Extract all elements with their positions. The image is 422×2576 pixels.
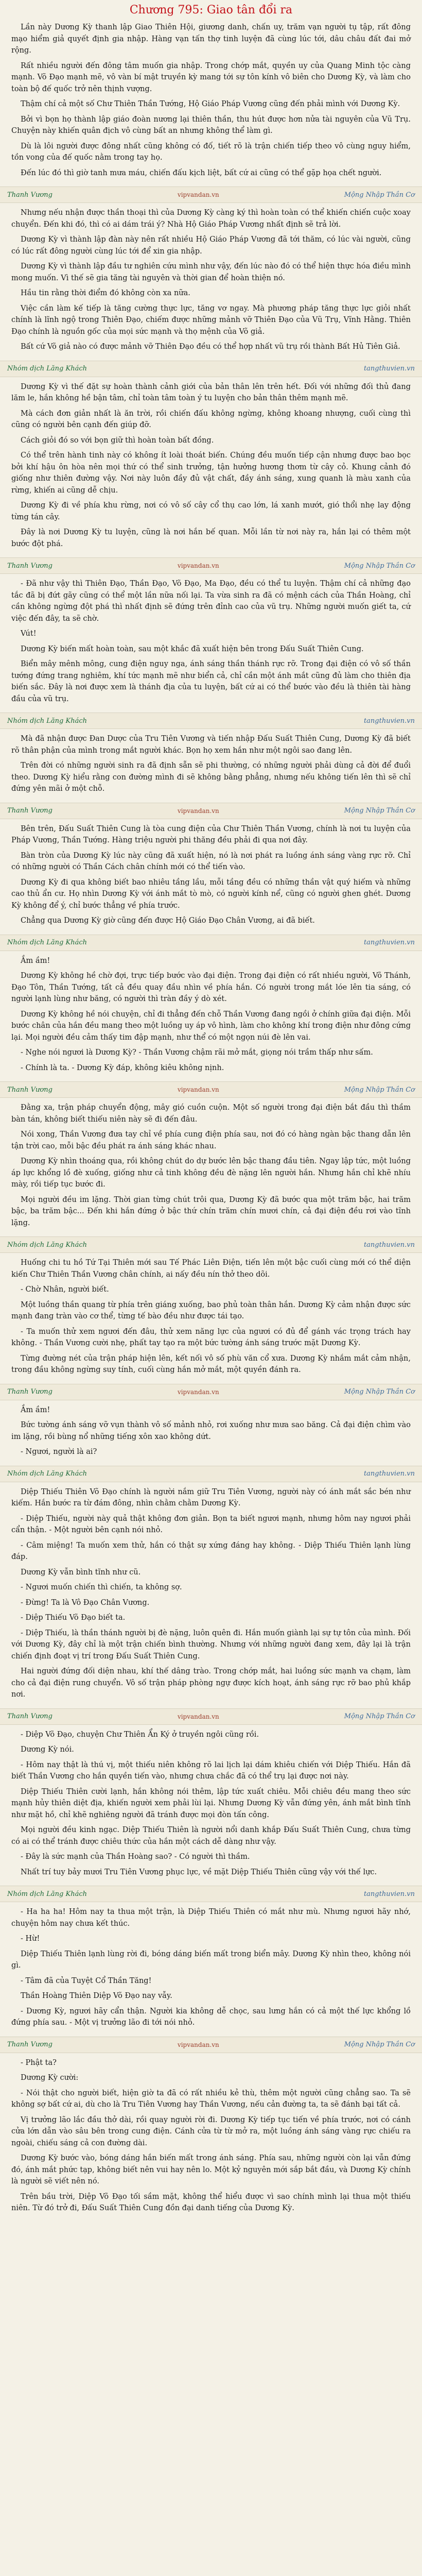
watermark-center: vipvandan.vn xyxy=(177,1713,219,1720)
text-section xyxy=(0,377,422,558)
watermark-left: Nhóm dịch Lăng Khách xyxy=(7,365,87,372)
watermark-right: tangthuvien.vn xyxy=(363,365,415,372)
watermark-left: Thanh Vương xyxy=(7,2041,52,2048)
watermark-right: tangthuvien.vn xyxy=(363,939,415,946)
paragraph: Ầm ầm! xyxy=(21,1405,50,1414)
paragraph: Bởi vì bọn họ thành lập giáo đoàn nương lại thiên thần, thu hút được hơn nửa tài nguyên của Vũ Trụ. Chuyện này khiến quân địch vô cùng bất an nhưng không thể làm gì. xyxy=(11,115,411,135)
paragraph: - Chính là ta. - Dương Kỳ đáp, không kiêu không nịnh. xyxy=(21,1063,224,1072)
watermark-center: vipvandan.vn xyxy=(177,807,219,815)
paragraph: Dương Kỳ không hề chờ đợi, trực tiếp bước vào đại điện. Trong đại điện có rất nhiều người, Võ Thánh, Đạo Tôn, Thần Tướng, tất cả đều quay đầu nhìn về phía hắn. Có người trong mắt lóe lên tia sáng, có người lạnh lùng như băng, có người thì tràn đầy ý dò xét. xyxy=(11,972,411,1003)
paragraph: Ầm ầm! xyxy=(21,956,50,965)
paragraph: Huống chi tu hồ Tứ Tại Thiên mới sau Tế Phác Liên Điện, tiến lên một bậc cuối cùng mới có thể diện kiến Chư Thiên Thần Vương chân chính, ai nấy đều nín thở theo dõi. xyxy=(11,1259,411,1279)
paragraph: Dương Kỳ không hề nói chuyện, chỉ đi thẳng đến chỗ Thần Vương đang ngồi ở chính giữa đại điện. Mỗi bước chân của hắn đều mang theo một luồng uy áp vô hình, làm cho không khí trong điện như đông cứng lại. Mọi người đều cảm thấy tim đập mạnh, như thể có một ngọn núi đè lên vai. xyxy=(11,1010,411,1042)
text-section xyxy=(0,819,422,935)
paragraph: Biển mây mênh mông, cung điện nguy nga, ánh sáng thần thánh rực rỡ. Trong đại điện có vô số thần tướng đứng trang nghiêm, khí tức mạnh mẽ như biển cả, chỉ cần một ánh mắt cũng đủ làm cho thiên địa biến sắc. Đây là nơi được xem là thánh địa của tu luyện, bất cứ ai có thể bước vào đều là thiên tài hàng đầu của vũ trụ. xyxy=(11,660,411,703)
watermark-right: tangthuvien.vn xyxy=(363,717,415,725)
paragraph: Mọi người đều im lặng. Thời gian từng chút trôi qua, Dương Kỳ đã bước qua một trăm bậc, hai trăm bậc, ba trăm bậc... Đến khi hắn đứng ở bậc thứ chín trăm chín mươi chín, cả đại điện đều rơi vào tĩnh lặng. xyxy=(11,1195,411,1227)
paragraph: Hai người đứng đối diện nhau, khí thế dâng trào. Trong chớp mắt, hai luồng sức mạnh va chạm, làm cho cả đại điện rung chuyển. Vô số trận pháp phòng ngự được kích hoạt, ánh sáng rực rỡ bao phủ khắp nơi. xyxy=(11,1667,411,1699)
watermark-bar xyxy=(0,1081,422,1098)
watermark-bar xyxy=(0,557,422,574)
watermark-left: Nhóm dịch Lăng Khách xyxy=(7,1470,87,1478)
text-section xyxy=(0,1482,422,1708)
paragraph: - Dương Kỳ, ngươi hãy cẩn thận. Người kia không dễ chọc, sau lưng hắn có cả một thế lực khổng lồ đứng phía sau. - Một vị trưởng lão đi tới nói nhỏ. xyxy=(11,2007,411,2027)
watermark-bar xyxy=(0,1466,422,1482)
watermark-bar xyxy=(0,1384,422,1400)
watermark-center: vipvandan.vn xyxy=(177,1086,219,1093)
watermark-left: Thanh Vương xyxy=(7,562,52,570)
chapter-content xyxy=(0,18,422,2222)
paragraph: - Ngươi muốn chiến thì chiến, ta không sợ. xyxy=(21,1583,182,1591)
paragraph: Nhất trí tuy bảy mươi Tru Tiên Vương phục lực, về mặt Diệp Thiếu Thiên cũng vậy với thế lực. xyxy=(21,1868,377,1876)
paragraph: Nói xong, Thần Vương đưa tay chỉ về phía cung điện phía sau, nơi đó có hàng ngàn bậc thang dẫn lên tận trời cao, mỗi bậc đều phát ra ánh sáng khác nhau. xyxy=(11,1130,411,1150)
watermark-right: Mộng Nhập Thần Cơ xyxy=(344,191,415,199)
paragraph: Bất cứ Võ giả nào có được mảnh vỡ Thiên Đạo đều có thể hợp nhất vũ trụ rồi thành Bất Hủ Tiên Giả. xyxy=(21,343,400,351)
watermark-right: tangthuvien.vn xyxy=(363,1470,415,1478)
paragraph: - Tâm đã của Tuyệt Cổ Thần Tăng! xyxy=(21,1976,152,1985)
watermark-bar xyxy=(0,1886,422,1902)
text-section xyxy=(0,1253,422,1384)
text-section xyxy=(0,1725,422,1886)
paragraph: Đến lúc đó thì giờ tanh mưa máu, chiến đấu kịch liệt, bất cứ ai cũng có thể gặp họa chết người. xyxy=(21,168,382,177)
watermark-bar xyxy=(0,187,422,203)
watermark-bar xyxy=(0,935,422,951)
paragraph: Dương Kỳ đi qua không biết bao nhiêu tầng lầu, mỗi tầng đều có những thần vật quý hiếm và những cao thủ ẩn cư. Họ nhìn Dương Kỳ với ánh mắt tò mò, có người kính nể, cũng có người ghen ghét. Dương Kỳ không để ý, chỉ bước thẳng về phía trước. xyxy=(11,878,411,910)
watermark-right: Mộng Nhập Thần Cơ xyxy=(344,1086,415,1094)
watermark-center: vipvandan.vn xyxy=(177,1388,219,1396)
paragraph: - Đây là sức mạnh của Thần Hoàng sao? - Có người thì thầm. xyxy=(21,1853,250,1861)
paragraph: Hầu tin rằng thời điểm đó không còn xa nữa. xyxy=(21,289,190,297)
text-section xyxy=(0,203,422,361)
chapter-title: Chương 795: Giao tân đổi ra xyxy=(129,4,293,16)
text-section xyxy=(0,1400,422,1466)
paragraph: Đây là nơi Dương Kỳ tu luyện, cũng là nơi hắn bế quan. Mỗi lần từ nơi này ra, hắn lại có thêm một bước đột phá. xyxy=(11,528,411,548)
watermark-center: vipvandan.vn xyxy=(177,562,219,569)
watermark-center: vipvandan.vn xyxy=(177,2041,219,2048)
paragraph: - Diệp Võ Đạo, chuyện Chư Thiên Ẩn Ký ở truyền ngôi cũng rồi. xyxy=(21,1730,259,1739)
paragraph: Vút! xyxy=(21,630,37,638)
text-section xyxy=(0,18,422,187)
paragraph: Rất nhiều người đến đông tâm muốn gia nhập. Trong chớp mắt, quyền uy của Quang Minh tộc càng mạnh. Võ Đạo mạnh mẽ, vô vàn bí mật truyền kỳ mang tới sự tôn kính vô biên cho Dương Kỳ, và làm cho toàn bộ đế quốc trở nên thịnh vượng. xyxy=(11,61,411,93)
paragraph: Dương Kỳ đi về phía khu rừng, nơi có vô số cây cổ thụ cao lớn, lá xanh mướt, gió thổi nhẹ lay động từng tán cây. xyxy=(11,501,411,521)
watermark-bar xyxy=(0,1236,422,1253)
paragraph: - Hừ! xyxy=(21,1935,40,1943)
paragraph: Vị trưởng lão lắc đầu thở dài, rồi quay người rời đi. Dương Kỳ tiếp tục tiến về phía trước, nơi có cánh cửa lớn dẫn vào sâu bên trong cung điện. Cánh cửa từ từ mở ra, một luồng ánh sáng vàng rực chiếu ra ngoài, chiếu sáng cả con đường dài. xyxy=(11,2115,411,2147)
paragraph: Dương Kỳ nhìn thoáng qua, rồi không chút do dự bước lên bậc thang đầu tiên. Ngay lập tức, một luồng áp lực khổng lồ đè xuống, giống như cả tinh không đều đè nặng lên người hắn. Nhưng hắn chỉ khẽ nhíu mày, rồi tiếp tục bước đi. xyxy=(11,1157,411,1189)
paragraph: Trên đời có những người sinh ra đã định sẵn sẽ phi thường, có những người phải dùng cả đời để đuổi theo. Dương Kỳ hiểu rằng con đường mình đi sẽ không bằng phẳng, nhưng nếu không tiến lên thì sẽ chỉ đứng yên mãi ở một chỗ. xyxy=(11,761,411,793)
paragraph: Từng đường nét của trận pháp hiện lên, kết nối vô số phù văn cổ xưa. Dương Kỳ nhắm mắt cảm nhận, trong đầu không ngừng suy tính, cuối cùng hắn mở mắt, một quyền đánh ra. xyxy=(11,1354,411,1374)
paragraph: Diệp Thiếu Thiên Võ Đạo chính là người nắm giữ Tru Tiên Vương, người này có ánh mắt sắc bén như kiếm. Hắn bước ra từ đám đông, nhìn chằm chằm Dương Kỳ. xyxy=(11,1487,411,1507)
paragraph: Diệp Thiếu Thiên lạnh lùng rời đi, bóng dáng biến mất trong biển mây. Dương Kỳ nhìn theo, không nói gì. xyxy=(11,1950,411,1970)
text-section xyxy=(0,1098,422,1236)
paragraph: - Diệp Thiếu, người này quả thật không đơn giản. Bọn ta biết ngươi mạnh, nhưng hôm nay ngươi phải cẩn thận. - Một người bên cạnh nói nhỏ. xyxy=(11,1514,411,1534)
paragraph: - Chờ Nhân, người biết. xyxy=(21,1285,109,1294)
paragraph: Mà đã nhận được Đan Dược của Tru Tiên Vương và tiến nhập Đấu Suất Thiên Cung, Dương Kỳ đã biết rõ thân phận của mình trong mắt người khác. Bọn họ xem hắn như một ngôi sao đang lên. xyxy=(11,735,411,755)
watermark-left: Nhóm dịch Lăng Khách xyxy=(7,1890,87,1898)
watermark-center: vipvandan.vn xyxy=(177,191,219,198)
watermark-right: Mộng Nhập Thần Cơ xyxy=(344,807,415,815)
paragraph: - Ta muốn thử xem ngươi đến đâu, thử xem năng lực của ngươi có đủ để gánh vác trọng trách hay không. - Thần Vương cười nhẹ, phất tay tạo ra một bức tường ánh sáng trước mặt Dương Kỳ. xyxy=(11,1327,411,1347)
paragraph: Chẳng qua Dương Kỳ giờ cũng đến được Hộ Giáo Đạo Chân Vương, ai đã biết. xyxy=(21,917,315,925)
paragraph: - Phật ta? xyxy=(21,2058,57,2067)
watermark-right: tangthuvien.vn xyxy=(363,1241,415,1249)
paragraph: Đằng xa, trận pháp chuyển động, mây gió cuồn cuộn. Một số người trong đại điện bắt đầu thì thầm bàn tán, không biết thiếu niên này sẽ đi đến đâu. xyxy=(11,1104,411,1124)
watermark-bar xyxy=(0,713,422,729)
paragraph: - Ha ha ha! Hôm nay ta thua một trận, là Diệp Thiếu Thiên có mắt như mù. Nhưng ngươi hãy nhớ, chuyện hôm nay chưa kết thúc. xyxy=(11,1908,411,1928)
watermark-right: Mộng Nhập Thần Cơ xyxy=(344,1388,415,1396)
watermark-bar xyxy=(0,803,422,819)
paragraph: Trên bầu trời, Diệp Võ Đạo tối sầm mặt, không thể hiểu được vì sao chính mình lại thua một thiếu niên. Từ đó trở đi, Đấu Suất Thiên Cung đồn đại danh tiếng của Dương Kỳ. xyxy=(11,2192,411,2212)
paragraph: - Đã như vậy thì Thiên Đạo, Thần Đạo, Võ Đạo, Ma Đạo, đều có thể tu luyện. Thậm chí cả những đạo tắc đã bị đứt gãy cũng có thể một lần nữa nối lại. Ta vừa sinh ra đã có mệnh cách của Thần Hoàng, chỉ cần không ngừng đột phá thì nhất định sẽ đứng trên đỉnh cao của vũ trụ. Những người muốn giết ta, cứ việc đến đây, ta sẽ chờ. xyxy=(11,580,411,623)
paragraph: Thậm chí cả một số Chư Thiên Thần Tướng, Hộ Giáo Pháp Vương cũng đến phải mình với Dương Kỳ. xyxy=(21,100,400,108)
watermark-left: Nhóm dịch Lăng Khách xyxy=(7,717,87,725)
watermark-left: Thanh Vương xyxy=(7,1388,52,1396)
watermark-bar xyxy=(0,2037,422,2053)
watermark-left: Thanh Vương xyxy=(7,191,52,199)
paragraph: Dương Kỳ nói. xyxy=(21,1745,74,1754)
paragraph: Dương Kỳ cười: xyxy=(21,2074,79,2082)
paragraph: Dương Kỳ vì thành lập đàn này nên rất nhiều Hộ Giáo Pháp Vương đã tới thăm, có lúc vài người, cũng có lúc rất đông người cùng lúc tới để xin gia nhập. xyxy=(11,235,411,256)
paragraph: Có thể trên hành tinh này có không ít loài thoát biến. Chúng đều muốn tiếp cận nhưng được bao bọc bởi khí hậu ôn hòa nên mọi thứ có thể sinh trưởng, tận hưởng hương thơm từ cây cỏ. Khung cảnh đó giống như thiên đường vậy. Nơi này luôn đầy đủ vật chất, đầy ánh sáng, xung quanh là màu xanh của rừng, khiến ai cũng dễ chịu. xyxy=(11,451,411,495)
text-section xyxy=(0,2053,422,2222)
paragraph: Dương Kỳ vì thành lập đầu tư nghiên cứu mình như vậy, đến lúc nào đó có thể hiện thực hóa điều mình mong muốn. Vì thế sẽ gia tăng tài nguyên và thời gian để hoàn thiện nó. xyxy=(11,262,411,282)
paragraph: Việc cần làm kế tiếp là tăng cường thực lực, tăng vơ ngay. Mà phương pháp tăng thực lực giỏi nhất chính là lĩnh ngộ trong Thiên Đạo, chiếm được những mảnh vỡ Thiên Đạo của Vũ Trụ, Vĩnh Hằng. Thiên Đạo chính là nguồn gốc của mọi sức mạnh và thọ mệnh của Võ giả. xyxy=(11,304,411,336)
paragraph: Mà cách đơn giản nhất là ăn trời, rồi chiến đấu không ngừng, không khoang nhượng, cuối cùng thì cũng có người bên cạnh đến giúp đỡ. xyxy=(11,409,411,429)
paragraph: - Nói thật cho người biết, hiện giờ ta đã có rất nhiều kẻ thù, thêm một người cũng chẳng sao. Ta sẽ không sợ bất cứ ai, dù cho là Tru Tiên Vương hay Thần Vương, nếu cản đường ta, ta sẽ đánh bại tất cả. xyxy=(11,2089,411,2109)
paragraph: Lần này Dương Kỳ thanh lập Giao Thiên Hội, giương danh, chấn uy, trăm vạn người tụ tập, rất đông mạo hiểm giả quyết định gia nhập. Hàng vạn tấn thợ tinh luyện đã cùng lúc tới, dâu châu đất đai mở rộng. xyxy=(11,23,411,55)
watermark-left: Nhóm dịch Lăng Khách xyxy=(7,1241,87,1249)
watermark-left: Thanh Vương xyxy=(7,1713,52,1720)
paragraph: Một luồng thần quang từ phía trên giáng xuống, bao phủ toàn thân hắn. Dương Kỳ cảm nhận được sức mạnh đang tràn vào cơ thể, từng tế bào đều như được tái tạo. xyxy=(11,1300,411,1320)
paragraph: - Hôm nay thật là thú vị, một thiếu niên không rõ lai lịch lại dám khiêu chiến với Diệp Thiếu. Hắn đã biết Thần Vương cho hắn quyền tiến vào, nhưng chưa chắc đã có thể trụ lại được nơi này. xyxy=(11,1760,411,1781)
watermark-right: Mộng Nhập Thần Cơ xyxy=(344,2041,415,2048)
watermark-left: Nhóm dịch Lăng Khách xyxy=(7,939,87,946)
paragraph: - Câm miệng! Ta muốn xem thử, hắn có thật sự xứng đáng hay không. - Diệp Thiếu Thiên lạnh lùng đáp. xyxy=(11,1541,411,1561)
paragraph: - Diệp Thiếu Võ Đạo biết ta. xyxy=(21,1614,126,1622)
watermark-right: Mộng Nhập Thần Cơ xyxy=(344,1713,415,1720)
paragraph: Dương Kỳ biến mất hoàn toàn, sau một khắc đã xuất hiện bên trong Đấu Suất Thiên Cung. xyxy=(21,645,364,653)
paragraph: Dương Kỳ bước vào, bóng dáng hắn biến mất trong ánh sáng. Phía sau, những người còn lại vẫn đứng đó, ánh mắt phức tạp, không biết nên vui hay nên lo. Một kỷ nguyên mới sắp bắt đầu, và Dương Kỳ chính là người sẽ viết nên nó. xyxy=(11,2154,411,2185)
text-section xyxy=(0,574,422,713)
paragraph: Bức tường ánh sáng vỡ vụn thành vô số mảnh nhỏ, rơi xuống như mưa sao băng. Cả đại điện chìm vào im lặng, rồi bùng nổ những tiếng xôn xao không dứt. xyxy=(11,1421,411,1441)
text-section xyxy=(0,1902,422,2037)
paragraph: Thần Hoàng Thiên Diệp Võ Đạo nay vẫy. xyxy=(21,1992,172,2000)
paragraph: Bàn tròn của Dương Kỳ lúc này cũng đã xuất hiện, nó là nơi phát ra luồng ánh sáng vàng rực rỡ. Chỉ có những người có Thần Cách chân chính mới có thể tiến vào. xyxy=(11,851,411,871)
watermark-right: Mộng Nhập Thần Cơ xyxy=(344,562,415,570)
watermark-bar xyxy=(0,1708,422,1725)
paragraph: Bên trên, Đấu Suất Thiên Cung là tòa cung điện của Chư Thiên Thần Vương, chính là nơi tu luyện của Pháp Vương, Thần Tướng. Hàng triệu người phi thăng đều phải đi qua nơi đây. xyxy=(11,824,411,844)
paragraph: Dù là lôi người được đông nhất cũng không có đố, tiết rõ là trận chiến tiếp theo vô cùng nguy hiểm, tồn vong của đế quốc nằm trong tay họ. xyxy=(11,142,411,162)
paragraph: Cách giỏi đó so với bọn giữ thì hoàn toàn bất đồng. xyxy=(21,436,214,445)
paragraph: Mọi người đều kinh ngạc. Diệp Thiếu Thiên là người nổi danh khắp Đấu Suất Thiên Cung, chưa từng có ai có thể tránh được chiêu thức của hắn một cách dễ dàng như vậy. xyxy=(11,1826,411,1846)
paragraph: Dương Kỳ vì thế đặt sự hoàn thành cảnh giới của bản thân lên trên hết. Đối với những đối thủ đang lăm le, hắn không hề bận tâm, chỉ toàn tâm toàn ý tu luyện cho bản thân thêm mạnh mẽ. xyxy=(11,382,411,402)
text-section xyxy=(0,729,422,803)
paragraph: - Đừng! Ta là Vô Đạo Chân Vương. xyxy=(21,1598,150,1607)
watermark-right: tangthuvien.vn xyxy=(363,1890,415,1898)
paragraph: - Nghe nói ngươi là Dương Kỳ? - Thần Vương chậm rãi mở mắt, giọng nói trầm thấp như sấm. xyxy=(21,1048,373,1057)
paragraph: - Ngươi, người là ai? xyxy=(21,1448,97,1456)
watermark-left: Thanh Vương xyxy=(7,1086,52,1094)
watermark-left: Thanh Vương xyxy=(7,807,52,815)
paragraph: Dương Kỳ vẫn bình tĩnh như cũ. xyxy=(21,1568,141,1577)
watermark-bar xyxy=(0,361,422,377)
paragraph: - Diệp Thiếu, là thần thánh người bị đè nặng, luôn quên đi. Hắn muốn giành lại sự tự tôn của mình. Đối với Dương Kỳ, đây chỉ là một trận chiến bình thường. Nhưng với những người đang xem, đây lại là trận chiến định đoạt vị trí trong Đấu Suất Thiên Cung. xyxy=(11,1629,411,1660)
paragraph: Nhưng nếu nhận được thần thoại thì của Dương Kỳ càng ký thì hoàn toàn có thể khiến chiến cuộc xoay chuyển. Đến khi đó, thì có ai dám trái ý? Nhà Hộ Giáo Pháp Vương nhất định sẽ trả lời. xyxy=(11,209,411,229)
text-section xyxy=(0,951,422,1082)
paragraph: Diệp Thiếu Thiên cười lạnh, hắn không nói thêm, lập tức xuất chiêu. Mỗi chiêu đều mang theo sức mạnh hủy thiên diệt địa, khiến người xem phải lùi lại. Nhưng Dương Kỳ vẫn đứng yên, ánh mắt bình tĩnh như mặt hồ, chỉ khẽ nghiêng người đã tránh được mọi đòn tấn công. xyxy=(11,1787,411,1819)
